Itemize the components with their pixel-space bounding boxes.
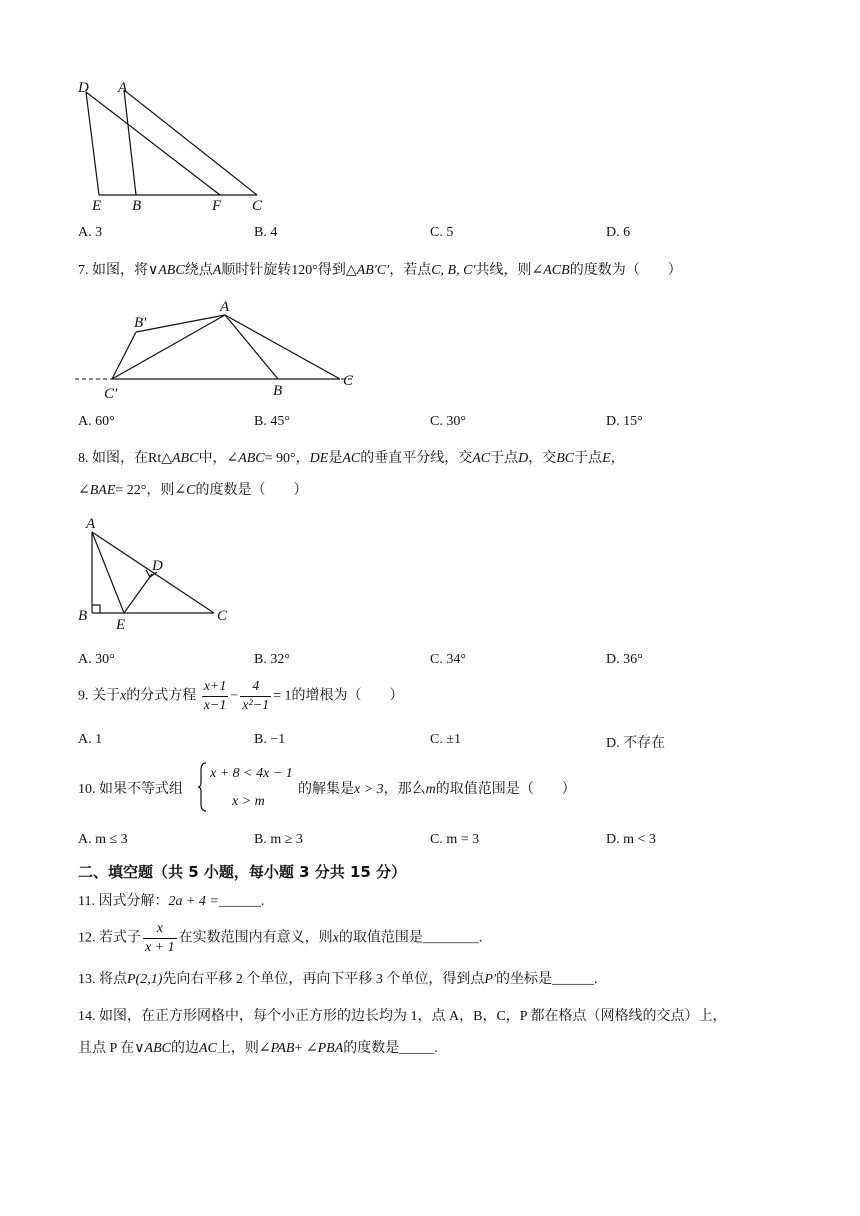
q8-label-d: D (152, 558, 163, 574)
q7-stem: 7. 如图，将∨ABC绕点A顺时针旋转120°得到△AB′C′，若点C, B, C′共线，则∠ACB的度数为（ ） (78, 263, 682, 278)
q6-label-e: E (92, 198, 102, 213)
q10-option-b: B. m ≥ 3 (254, 832, 303, 847)
q6-label-f: F (212, 198, 222, 213)
section-heading: 二、填空题（共 5 小题，每小题 3 分共 15 分） (78, 863, 407, 881)
q8-option-d: D. 36° (606, 652, 643, 667)
q10-option-c: C. m = 3 (430, 832, 480, 847)
q10-system-line2: x > m (232, 794, 265, 809)
q6-label-b: B (132, 198, 142, 213)
q8-figure (72, 512, 242, 632)
q10-prefix: 10. 如果不等式组 (78, 782, 183, 797)
q7-option-a: A. 60° (78, 414, 115, 429)
q8-option-a: A. 30° (78, 652, 115, 667)
q6-option-b: B. 4 (254, 225, 278, 240)
q6-label-d: D (78, 80, 89, 96)
q9-option-a: A. 1 (78, 732, 103, 747)
q9-option-c: C. ±1 (430, 732, 462, 747)
q8-stem-line1: 8. 如图，在Rt△ABC中，∠ABC= 90°，DE是AC的垂直平分线，交AC于点D，交BC于点E， (78, 451, 625, 466)
q6-label-c: C (252, 198, 263, 213)
q7-option-b: B. 45° (254, 414, 290, 429)
q10-brace (197, 762, 207, 812)
q7-label-cp: C′ (104, 386, 118, 402)
q10-stem-rest: 的解集是x > 3，那么m的取值范围是（ ） (298, 782, 576, 797)
q9-option-b: B. −1 (254, 732, 286, 747)
q8-label-b: B (78, 608, 88, 624)
q7-figure (70, 295, 370, 405)
q10-option-d: D. m < 3 (606, 832, 656, 847)
q6-option-d: D. 6 (606, 225, 631, 240)
q14-stem-line1: 14. 如图，在正方形网格中，每个小正方形的边长均为 1，点 A，B，C，P 都在格点（网格线的交点）上， (78, 1009, 727, 1024)
q8-label-a: A (86, 516, 96, 532)
q9-stem: 9. 关于x的分式方程 $\frac{x+1}{x-1}$ − $\frac{4}{\text{x²−1}}$ = 1的增根为（ ） (78, 679, 404, 713)
q7-label-c: C (343, 373, 354, 389)
q7-option-d: D. 15° (606, 414, 643, 429)
q7-label-a: A (220, 299, 230, 315)
q7-option-c: C. 30° (430, 414, 466, 429)
q11-stem: 11. 因式分解：2a + 4 =______. (78, 894, 265, 909)
q14-stem-line2: 且点 P 在∨ABC的边AC上，则∠PAB+ ∠PBA的度数是_____. (78, 1041, 438, 1056)
q10-system-line1: x + 8 < 4x − 1 (210, 766, 293, 781)
q9-option-d: D. 不存在 (606, 736, 666, 751)
q10-option-a: A. m ≤ 3 (78, 832, 128, 847)
q8-option-b: B. 32° (254, 652, 290, 667)
q6-figure (70, 78, 280, 213)
q9-fraction-2: $\frac{4}{\text{x²−1}}$ (242, 679, 270, 713)
q7-label-bp: B′ (134, 315, 147, 331)
q12-fraction: $\frac{x}{x + 1}$ (145, 921, 175, 955)
q6-label-a: A (118, 80, 128, 96)
q8-label-c: C (217, 608, 228, 624)
q7-label-b: B (273, 383, 283, 399)
q6-option-a: A. 3 (78, 225, 103, 240)
q8-option-c: C. 34° (430, 652, 466, 667)
q8-label-e: E (116, 617, 126, 632)
q9-fraction-1: $\frac{x+1}{x-1}$ (203, 679, 227, 713)
q12-stem: 12. 若式子 $\frac{x}{x + 1}$ 在实数范围内有意义，则x的取值范围是________. (78, 921, 483, 955)
q6-option-c: C. 5 (430, 225, 454, 240)
q13-stem: 13. 将点P(2,1)先向右平移 2 个单位，再向下平移 3 个单位，得到点P′的坐标是______. (78, 972, 598, 987)
q8-stem-line2: ∠BAE= 22°，则∠C的度数是（ ） (78, 483, 308, 498)
